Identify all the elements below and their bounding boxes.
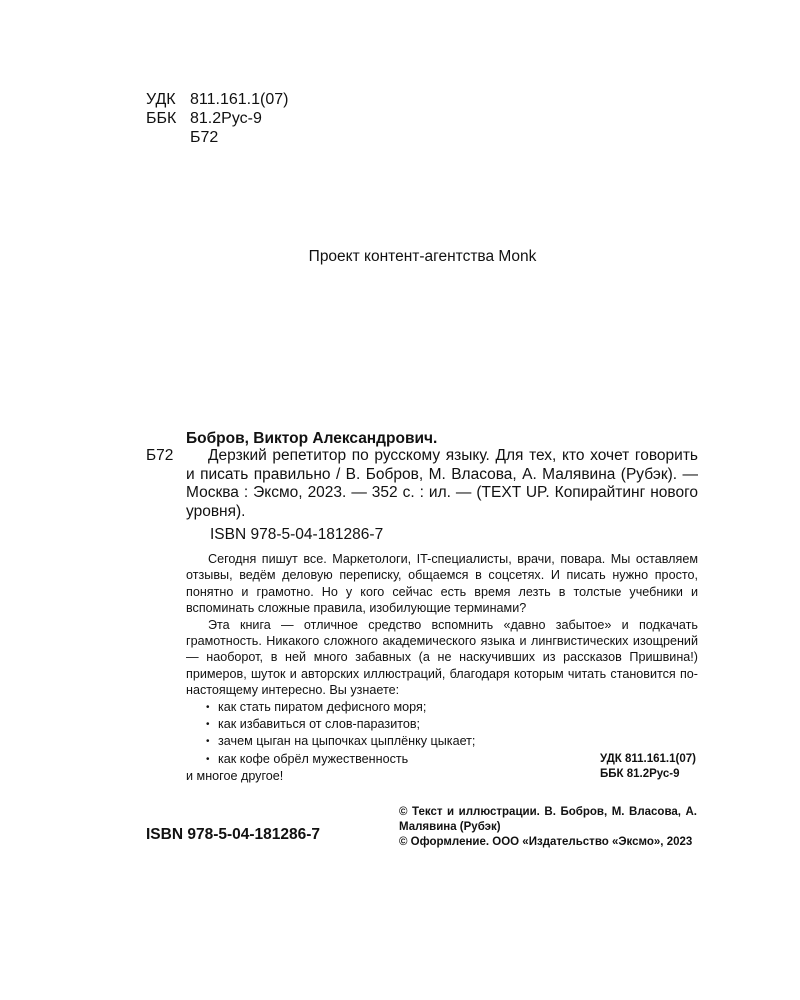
list-item: • зачем цыган на цыпочках цыплёнку цыкает; [206, 733, 698, 750]
project-line: Проект контент-агентства Monk [308, 248, 537, 265]
udk-label: УДК [146, 91, 176, 108]
list-item: • как стать пиратом дефисного моря; [206, 699, 698, 716]
author-mark: Б72 [190, 129, 219, 146]
copyright-block [399, 805, 697, 850]
annotation-paragraph-1: Сегодня пишут все. Маркетологи, IT-специалисты, врачи, повара. Мы оставляем отзывы, ведём деловую переписку, общаемся в соцсетях. И писать нужно просто, понятно и грамотно. Но у кого сейчас есть время лезть в толстые учебники и вспоминать сложные правила, изобилующие терминами? [186, 552, 698, 616]
bbk-label: ББК [146, 110, 177, 127]
udk-value: 811.161.1(07) [190, 91, 289, 108]
isbn-bold: ISBN 978-5-04-181286-7 [146, 826, 321, 843]
classification-codes [146, 90, 288, 147]
annotation-tail: и многое другое! [186, 769, 284, 784]
classification-codes-bold [600, 752, 696, 782]
bbk-row [146, 109, 288, 128]
copyright-text: © Текст и иллюстрации. В. Бобров, М. Власова, А. Малявина (Рубэк) [399, 806, 697, 833]
udk-row [146, 90, 288, 109]
bbk-bold: ББК 81.2Рус-9 [600, 768, 680, 780]
bib-text: Дерзкий репетитор по русскому языку. Для тех, кто хочет говорить и писать правильно / В. Бобров, М. Власова, А. Малявина (Рубэк). — Москва : Эксмо, 2023. — 352 с. : ил. — (TEXT UP. Копирайтинг нового уровня). [186, 447, 698, 520]
author-heading: Бобров, Виктор Александрович. [186, 430, 438, 447]
copyright-design: © Оформление. ООО «Издательство «Эксмо», 2023 [399, 836, 693, 848]
isbn-line: ISBN 978-5-04-181286-7 [210, 526, 384, 543]
list-item: • как избавиться от слов-паразитов; [206, 716, 698, 733]
list-item: • как кофе обрёл мужественность [206, 751, 698, 768]
bib-author-mark: Б72 [146, 447, 174, 464]
bbk-value: 81.2Рус-9 [190, 110, 262, 127]
annotation [186, 551, 698, 785]
author-mark-row [146, 128, 288, 147]
annotation-paragraph-2: Эта книга — отличное средство вспомнить «давно забытое» и подкачать грамотность. Никакого сложного академического языка и лингвистических изощрений — наоборот, в ней много забавных (а не наскучивших из рассказов Пришвина!) примеров, шуток и авторских иллюстраций, благодаря которым читать становится по-настоящему интересно. Вы узнаете: [186, 617, 698, 698]
bibliographic-description [186, 447, 698, 521]
udk-bold: УДК 811.161.1(07) [600, 753, 696, 765]
